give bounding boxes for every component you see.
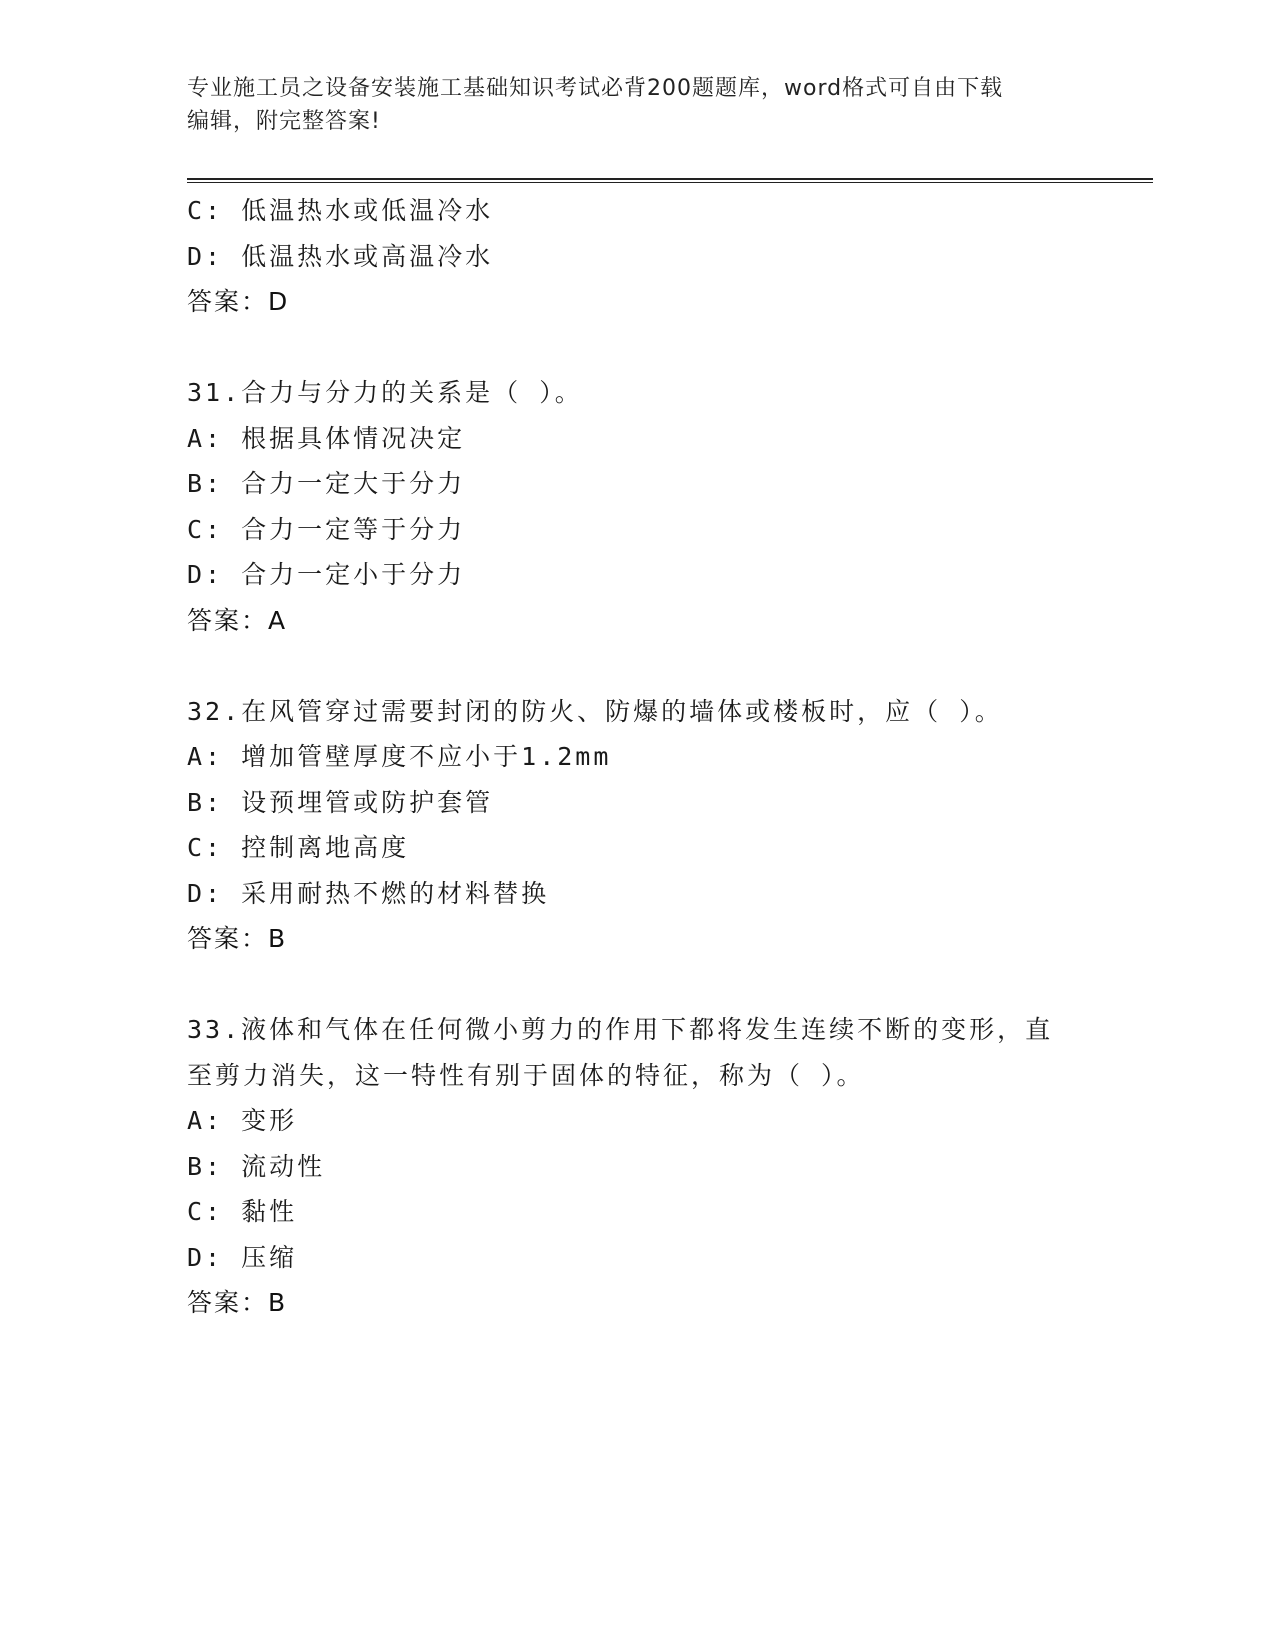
option-a: A: 增加管壁厚度不应小于1.2mm [187, 742, 612, 771]
option-c: C: 控制离地高度 [187, 833, 410, 862]
document-header [187, 72, 1087, 138]
question-31 [187, 370, 1127, 643]
answer: 答案：D [187, 287, 290, 316]
option-b: B: 流动性 [187, 1151, 326, 1181]
header-line-2: 编辑，附完整答案! [187, 109, 381, 134]
answer: 答案：B [187, 924, 288, 953]
option-d: D: 低温热水或高温冷水 [187, 241, 494, 271]
question-32 [187, 689, 1127, 962]
header-line-1: 专业施工员之设备安装施工基础知识考试必背200题题库，word格式可自由下载 [187, 76, 1004, 101]
question-stem: 32.在风管穿过需要封闭的防火、防爆的墙体或楼板时，应（ ）。 [187, 696, 1003, 726]
answer: 答案：A [187, 605, 288, 635]
question-33 [187, 1007, 1127, 1326]
spacer [187, 325, 1127, 371]
header-divider [187, 178, 1153, 183]
option-c: C: 合力一定等于分力 [187, 514, 466, 544]
option-d: D: 采用耐热不燃的材料替换 [187, 878, 550, 908]
option-b: B: 设预埋管或防护套管 [187, 787, 494, 817]
option-a: A: 变形 [187, 1106, 298, 1135]
option-a: A: 根据具体情况决定 [187, 423, 466, 453]
question-stem: 31.合力与分力的关系是（ ）。 [187, 378, 583, 407]
option-c: C: 黏性 [187, 1197, 298, 1226]
option-b: B: 合力一定大于分力 [187, 469, 466, 498]
question-list [187, 188, 1127, 1326]
question-stem-line-2: 至剪力消失，这一特性有别于固体的特征，称为（ ）。 [187, 1060, 865, 1090]
option-d: D: 合力一定小于分力 [187, 560, 466, 589]
spacer [187, 643, 1127, 689]
question-stem-line-1: 33.液体和气体在任何微小剪力的作用下都将发生连续不断的变形，直 [187, 1015, 1054, 1044]
question-30-continued [187, 188, 1127, 325]
option-d: D: 压缩 [187, 1242, 298, 1272]
spacer [187, 962, 1127, 1008]
option-c: C: 低温热水或低温冷水 [187, 196, 494, 225]
answer: 答案：B [187, 1288, 288, 1317]
